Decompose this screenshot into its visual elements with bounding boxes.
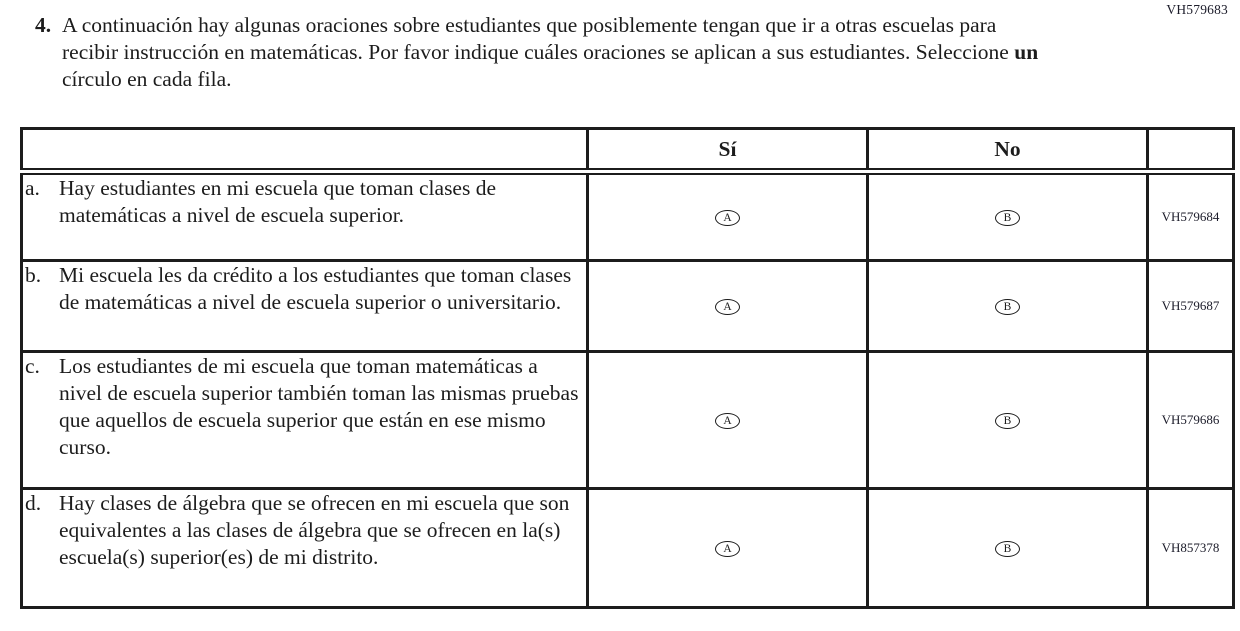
yes-cell-c	[588, 352, 868, 489]
answer-bubble-no[interactable]	[995, 413, 1020, 429]
bubble-letter: B	[1003, 300, 1012, 313]
bubble-letter: A	[723, 414, 732, 427]
table-row	[22, 261, 1234, 352]
bubble-letter: A	[723, 211, 732, 224]
bubble-letter: B	[1003, 211, 1012, 224]
row-accession-code: VH857378	[1148, 489, 1234, 608]
answer-bubble-yes[interactable]	[715, 299, 740, 315]
table-header-row	[22, 129, 1234, 172]
answer-bubble-yes[interactable]	[715, 210, 740, 226]
row-accession-code: VH579686	[1148, 352, 1234, 489]
question-block	[35, 12, 1047, 93]
statement-cell-c	[22, 352, 588, 489]
yes-cell-b	[588, 261, 868, 352]
row-statement: Hay clases de álgebra que se ofrecen en mi escuela que son equivalentes a las clases de álgebra que se ofrecen en la(s) escuela(s) superior(es) de mi distrito.	[59, 491, 570, 569]
yes-cell-a	[588, 172, 868, 261]
instruction-text-part2: círculo en cada fila.	[62, 67, 232, 91]
row-accession-code: VH579684	[1148, 172, 1234, 261]
row-letter: b.	[25, 263, 42, 287]
answer-bubble-no[interactable]	[995, 541, 1020, 557]
bubble-letter: A	[723, 542, 732, 555]
no-cell-c	[868, 352, 1148, 489]
no-cell-a	[868, 172, 1148, 261]
statement-cell-d	[22, 489, 588, 608]
question-number: 4.	[35, 13, 52, 37]
response-table	[20, 127, 1235, 609]
page-accession-code: VH579683	[1166, 2, 1228, 17]
table-row	[22, 489, 1234, 608]
statement-cell-a	[22, 172, 588, 261]
row-statement: Hay estudiantes en mi escuela que toman clases de matemáticas a nivel de escuela superior.	[59, 176, 497, 227]
bubble-letter: A	[723, 300, 732, 313]
row-letter: d.	[25, 491, 42, 515]
no-cell-b	[868, 261, 1148, 352]
header-statement-empty	[22, 129, 588, 172]
table-row	[22, 172, 1234, 261]
yes-cell-d	[588, 489, 868, 608]
answer-bubble-yes[interactable]	[715, 413, 740, 429]
header-code-empty	[1148, 129, 1234, 172]
row-statement: Los estudiantes de mi escuela que toman matemáticas a nivel de escuela superior también toman las mismas pruebas que aquellos de escuela superior que están en ese mismo curso.	[59, 354, 579, 459]
row-statement: Mi escuela les da crédito a los estudiantes que toman clases de matemáticas a nivel de escuela superior o universitario.	[59, 263, 572, 314]
table-row	[22, 352, 1234, 489]
instruction-text-bold: un	[1014, 40, 1039, 64]
header-no: No	[868, 129, 1148, 172]
bubble-letter: B	[1003, 542, 1012, 555]
answer-bubble-yes[interactable]	[715, 541, 740, 557]
instruction-text-part1: A continuación hay algunas oraciones sobre estudiantes que posiblemente tengan que ir a otras escuelas para recibir instrucción en matemáticas. Por favor indique cuáles oraciones se aplican a sus estudiantes. Seleccione	[62, 13, 1015, 64]
row-letter: a.	[25, 176, 40, 200]
no-cell-d	[868, 489, 1148, 608]
bubble-letter: B	[1003, 414, 1012, 427]
header-yes: Sí	[588, 129, 868, 172]
row-letter: c.	[25, 354, 40, 378]
answer-bubble-no[interactable]	[995, 299, 1020, 315]
question-instructions	[62, 12, 1047, 93]
answer-bubble-no[interactable]	[995, 210, 1020, 226]
row-accession-code: VH579687	[1148, 261, 1234, 352]
statement-cell-b	[22, 261, 588, 352]
